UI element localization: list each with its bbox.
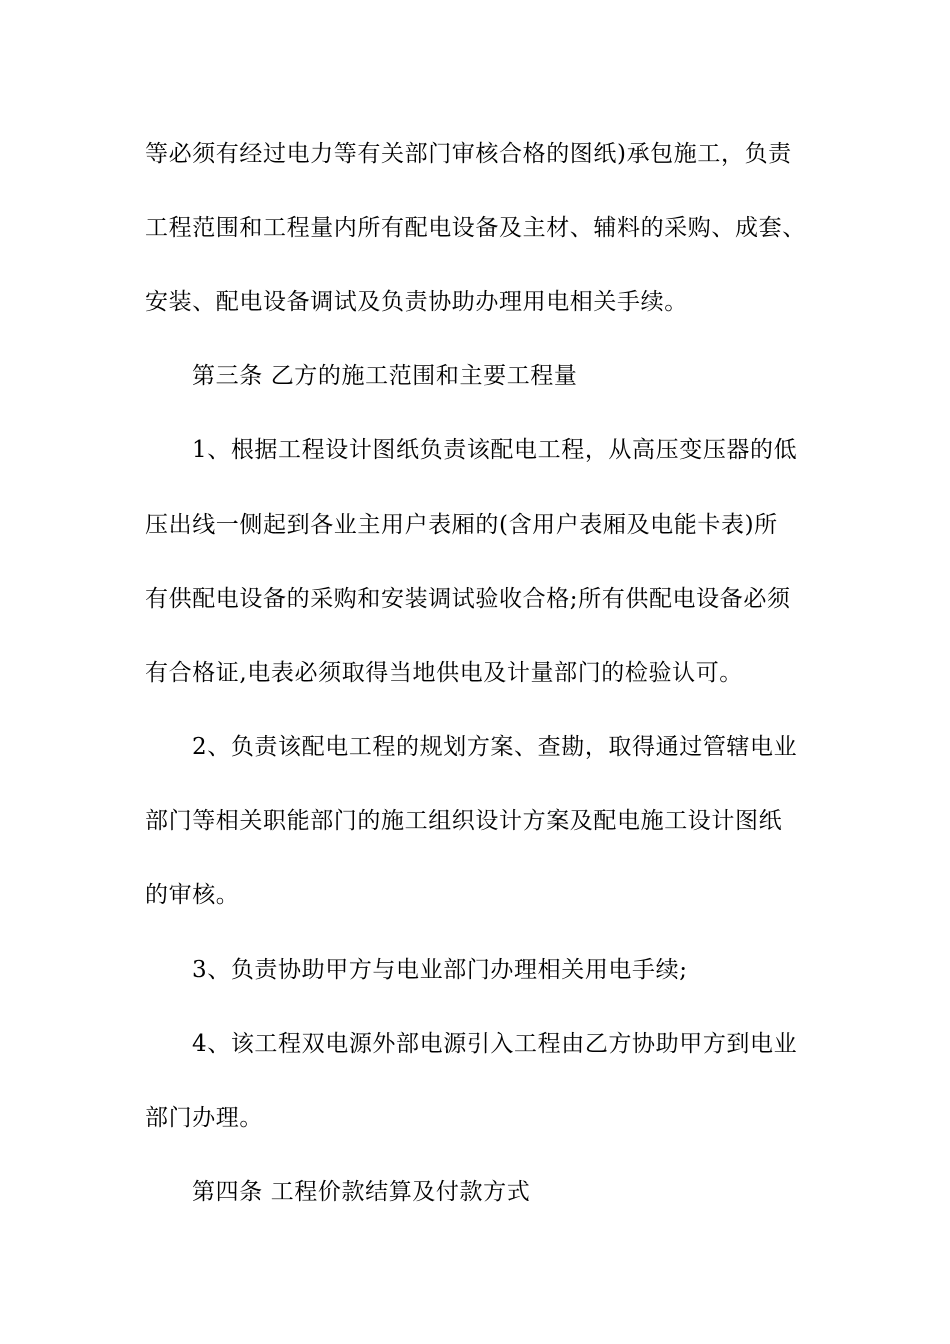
article-heading: 第四条 工程价款结算及付款方式 xyxy=(192,1179,531,1205)
paragraph-line: 压出线一侧起到各业主用户表厢的(含用户表厢及电能卡表)所 xyxy=(145,512,778,538)
article-heading: 第三条 乙方的施工范围和主要工程量 xyxy=(192,363,578,389)
paragraph-line: 等必须有经过电力等有关部门审核合格的图纸)承包施工，负责 xyxy=(145,141,792,167)
paragraph-line: 安装、配电设备调试及负责协助办理用电相关手续。 xyxy=(145,289,688,315)
paragraph-line: 有合格证,电表必须取得当地供电及计量部门的检验认可。 xyxy=(145,660,743,686)
paragraph-line: 3、负责协助甲方与电业部门办理相关用电手续; xyxy=(192,957,688,983)
paragraph-line: 2、负责该配电工程的规划方案、查勘，取得通过管辖电业 xyxy=(192,734,798,760)
paragraph-line: 部门办理。 xyxy=(145,1105,263,1131)
paragraph-line: 部门等相关职能部门的施工组织设计方案及配电施工设计图纸 xyxy=(145,808,783,834)
paragraph-line: 的审核。 xyxy=(145,882,240,908)
paragraph-line: 4、该工程双电源外部电源引入工程由乙方协助甲方到电业 xyxy=(192,1031,798,1057)
paragraph-line: 有供配电设备的采购和安装调试验收合格;所有供配电设备必须 xyxy=(145,586,791,612)
paragraph-line: 工程范围和工程量内所有配电设备及主材、辅料的采购、成套、 xyxy=(145,215,806,241)
paragraph-line: 1、根据工程设计图纸负责该配电工程，从高压变压器的低 xyxy=(192,437,798,463)
